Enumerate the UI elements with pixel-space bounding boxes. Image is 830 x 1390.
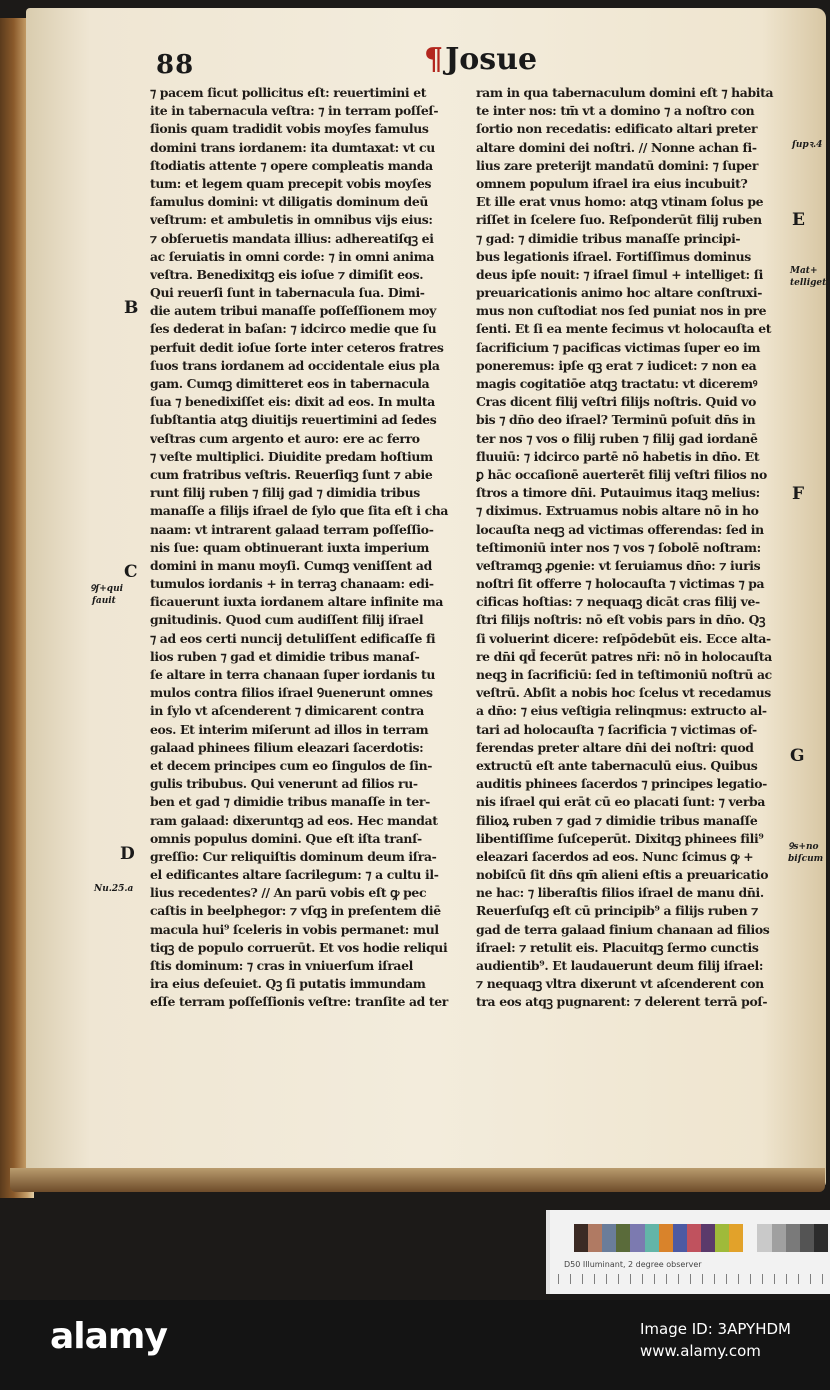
text-line: libentiſſime ſuſceperūt. Dixitqꝫ phinees fili⁹ xyxy=(476,830,764,846)
page-number: 88 xyxy=(156,50,195,80)
color-swatch xyxy=(673,1224,687,1252)
color-swatch xyxy=(772,1224,786,1252)
color-swatch xyxy=(757,1224,771,1252)
text-line: in ſylo vt aſcenderent ⁊ dimicarent contra xyxy=(150,703,424,719)
text-line: ira eius deſeuiet. Qꝫ ſi putatis immundam xyxy=(150,976,426,992)
text-line: ſenti. Et ſi ea mente fecimus vt holocauſta et xyxy=(476,321,772,337)
text-line: ſionis quam tradidit vobis moyſes famulus xyxy=(150,121,429,137)
text-line: caſtis in beelphegor: ⁊ vſqꝫ in preſentem diē xyxy=(150,903,441,919)
margin-letter-c: C xyxy=(124,562,138,582)
text-line: gnitudinis. Quod cum audiſſent filij iſrael xyxy=(150,612,424,628)
margin-letter-f: F xyxy=(792,484,805,504)
text-line: veſtras cum argento et auro: ere ac ferro xyxy=(150,430,420,446)
text-line: auditis phinees ſacerdos ⁊ principes legatio- xyxy=(476,776,767,792)
margin-note-numbers: Nu.25.a xyxy=(94,884,134,894)
text-line: ſua ⁊ benedixiſſet eis: dixit ad eos. In multa xyxy=(150,394,435,410)
text-line: fluuiū: ⁊ idcirco partē nō habetis in dn̄o. Et xyxy=(476,448,760,464)
text-line: domini trans iordanem: ita dumtaxat: vt cu xyxy=(150,139,435,155)
text-line: preuaricationis animo hoc altare conſtruxi- xyxy=(476,285,762,301)
text-line: tumulos iordanis + in terraꝫ chanaam: edi- xyxy=(150,576,434,592)
text-line: teſtimoniū inter nos ⁊ vos ⁊ ſobolē noſtram: xyxy=(476,539,761,555)
text-line: ſacrificium ⁊ pacificas victimas ſuper eo im xyxy=(476,339,761,355)
text-line: nobiſcū ſit dn̄s qm̄ alieni eſtis a preuaricatio xyxy=(476,867,769,883)
text-line: tra eos atqꝫ pugnarent: ⁊ delerent terrā poſ- xyxy=(476,994,768,1010)
text-line: ſortio non recedatis: edificato altari preter xyxy=(476,121,758,137)
page-bottom-edge xyxy=(10,1168,825,1192)
text-line: riſſet in ſcelere ſuo. Reſponderūt filij ruben xyxy=(476,212,762,228)
text-line: perfuit dedit ioſue ſorte inter ceteros fratres xyxy=(150,339,444,355)
text-line: ⁊ pacem ſicut pollicitus eſt: reuertimini et xyxy=(150,85,427,100)
text-line: Reuerſuſqꝫ eſt cū principib⁹ a filijs ruben ⁊ xyxy=(476,903,758,919)
text-line: domini in manu moyſi. Cumqꝫ veniſſent ad xyxy=(150,557,432,573)
text-line: ſuos trans iordanem ad occidentale eius pla xyxy=(150,357,440,373)
text-line: Et ille erat vnus homo: atqꝫ vtinam ſolus pe xyxy=(476,194,764,210)
text-line: omnis populus domini. Que eſt iſta tranſ- xyxy=(150,830,422,846)
text-line: veſtrum: et ambuletis in omnibus vijs eius: xyxy=(150,212,433,228)
text-line: eſſe terram poſſeſſionis veſtre: tranſite ad ter xyxy=(150,994,448,1010)
color-swatch xyxy=(814,1224,828,1252)
text-line: audientib⁹. Et laudauerunt deum filij iſrael: xyxy=(476,958,764,973)
text-line: mulos contra filios iſrael Ꝯuenerunt omnes xyxy=(150,685,433,701)
text-line: tiqꝫ de populo corruerūt. Et vos hodie reliqui xyxy=(150,939,448,955)
text-line: omnem populum iſrael ira eius incubuit? xyxy=(476,175,748,191)
color-swatch xyxy=(687,1224,701,1252)
image-id-label: Image ID: 3APYHDM xyxy=(640,1320,791,1338)
text-line: ac ſeruiatis in omni corde: ⁊ in omni anima xyxy=(150,248,435,264)
text-line: bis ⁊ dn̄o deo iſrael? Terminū poſuit dn̄s in xyxy=(476,412,756,428)
text-line: veſtrū. Abſit a nobis hoc ſcelus vt recedamus xyxy=(476,685,771,701)
margin-letter-g: G xyxy=(790,746,805,766)
color-checker-scale xyxy=(558,1274,828,1284)
text-line: ne hac: ⁊ liberaſtis filios iſrael de manu dn̄i. xyxy=(476,885,764,901)
text-line: ꝑ hāc occaſionē auerterēt filij veſtri filios no xyxy=(476,466,767,482)
text-line: re dn̄i qd̄ fecerūt patres nr̄i: nō in holocauſta xyxy=(476,648,772,664)
margin-note-cross-ref-2: fauit xyxy=(92,596,116,606)
text-line: ⁊ nequaqꝫ vltra dixerunt vt aſcenderent con xyxy=(476,976,764,992)
color-swatch xyxy=(701,1224,715,1252)
text-line: ram in qua tabernaculum domini eſt ⁊ habita xyxy=(476,85,774,100)
text-line: ſes dederat in baſan: ⁊ idcirco medie que ſu xyxy=(150,321,437,337)
text-line: greſſio: Cur reliquiſtis dominum deum iſra- xyxy=(150,848,437,864)
text-line: poneremus: ipſe qꝫ erat ⁊ iudicet: ⁊ non ea xyxy=(476,357,757,373)
text-line: gulis tribubus. Qui venerunt ad filios ru- xyxy=(150,776,418,792)
text-line: el edificantes altare ſacrilegum: ⁊ a cultu il- xyxy=(150,867,439,883)
site-url-link[interactable]: www.alamy.com xyxy=(640,1342,761,1360)
color-swatch xyxy=(602,1224,616,1252)
text-line: lios ruben ⁊ gad et dimidie tribus manaſ- xyxy=(150,648,420,664)
text-line: macula hui⁹ ſceleris in vobis permanet: mul xyxy=(150,921,439,937)
text-line: magis cogitatiōe atqꝫ tractatu: vt diceremꝰ xyxy=(476,376,758,391)
text-line: ⁊ diximus. Extruamus nobis altare nō in ho xyxy=(476,503,759,519)
text-line: runt filij ruben ⁊ filij gad ⁊ dimidia tribus xyxy=(150,485,420,501)
pilcrow-mark: ¶ xyxy=(424,42,444,77)
text-line: a dn̄o: ⁊ eius veſtigia relinqmus: extructo al- xyxy=(476,703,767,719)
margin-letter-d: D xyxy=(120,844,135,864)
text-line: famulus domini: vt diligatis dominum deū xyxy=(150,194,429,210)
text-line: galaad phinees filium eleazari ſacerdotis: xyxy=(150,739,424,755)
color-swatch xyxy=(715,1224,729,1252)
text-line: tari ad holocauſta ⁊ ſacrificia ⁊ victimas of- xyxy=(476,721,757,737)
text-line: die autem tribui manaſſe poſſeſſionem moy xyxy=(150,303,436,319)
running-head-title: Josue xyxy=(445,42,538,77)
text-line: ⁊ obſeruetis mandata illius: adhereatiſqꝫ ei xyxy=(150,230,434,246)
text-line: altare domini dei noſtri. // Nonne achan fi- xyxy=(476,139,757,155)
running-head xyxy=(424,42,537,77)
margin-note-nobiscum: Ꝯs+no xyxy=(788,842,819,852)
text-line: naam: vt intrarent galaad terram poſſeſſio- xyxy=(150,521,434,537)
text-line: ſtodiatis attente ⁊ opere compleatis manda xyxy=(150,157,433,173)
text-column-left xyxy=(150,84,472,1012)
text-line: tum: et legem quam precepit vobis moyſes xyxy=(150,175,432,191)
color-checker-card xyxy=(546,1210,830,1294)
alamy-logo[interactable]: alamy xyxy=(50,1316,167,1357)
text-line: Cras dicent filij veſtri filijs noſtris. Quid vo xyxy=(476,394,757,410)
margin-note-intelliget-2: telliget xyxy=(790,278,827,288)
text-line: te inter nos: tm̄ vt a domino ⁊ a noſtro con xyxy=(476,103,755,119)
text-line: gam. Cumqꝫ dimitteret eos in tabernacula xyxy=(150,376,430,391)
text-line: ſe altare in terra chanaan ſuper iordanis tu xyxy=(150,667,436,682)
text-line: extructū eſt ante tabernaculū eius. Quibus xyxy=(476,757,758,773)
text-line: mus non cuſtodiat nos ſed puniat nos in pre xyxy=(476,303,767,319)
color-swatch xyxy=(574,1224,588,1252)
text-line: gad de terra galaad finium chanaan ad filios xyxy=(476,921,770,937)
color-swatch xyxy=(786,1224,800,1252)
text-line: nis ſue: quam obtinuerant iuxta imperium xyxy=(150,539,429,555)
color-swatch xyxy=(616,1224,630,1252)
text-line: lius zare preterijt mandatū domini: ⁊ ſuper xyxy=(476,157,759,173)
text-line: cificas hoſtias: ⁊ nequaqꝫ dicāt cras filij ve- xyxy=(476,594,760,610)
text-line: nis iſrael qui erāt cū eo placati ſunt: ⁊ verba xyxy=(476,794,766,810)
text-line: bus legationis iſrael. Fortiſſimus dominus xyxy=(476,248,751,264)
text-line: eos. Et interim miſerunt ad illos in terram xyxy=(150,721,429,737)
text-line: ben et gad ⁊ dimidie tribus manaſſe in ter- xyxy=(150,794,430,810)
text-line: ⁊ ad eos certi nuncij detuliſſent edificaſſe fi xyxy=(150,630,436,646)
color-swatch xyxy=(659,1224,673,1252)
text-line: deus ipſe nouit: ⁊ iſrael ſimul + intelliget: ſi xyxy=(476,266,764,282)
color-swatch xyxy=(800,1224,814,1252)
color-swatch xyxy=(743,1224,757,1252)
margin-note-nobiscum-2: biſcum xyxy=(788,854,824,864)
text-line: ſi voluerint dicere: reſpōdebūt eis. Ecce alta- xyxy=(476,630,771,646)
text-line: ſtis dominum: ⁊ cras in vniuerſum iſrael xyxy=(150,958,413,973)
text-line: ſubſtantia atqꝫ diuitijs reuertimini ad ſedes xyxy=(150,412,437,428)
text-line: noſtri ſit offerre ⁊ holocauſta ⁊ victimas ⁊ pa xyxy=(476,576,765,592)
text-line: neqꝫ in ſacrificiū: ſed in teſtimoniū noſtrū ac xyxy=(476,667,772,682)
text-line: ⁊ veſte multiplici. Diuidite predam hoſtium xyxy=(150,448,433,464)
text-line: et decem principes cum eo ſingulos de ſin- xyxy=(150,757,433,773)
margin-letter-b: B xyxy=(124,298,139,318)
color-swatch xyxy=(645,1224,659,1252)
text-line: ter nos ⁊ vos o filij ruben ⁊ filij gad iordanē xyxy=(476,430,758,446)
text-line: ram galaad: dixeruntqꝫ ad eos. Hec mandat xyxy=(150,812,438,828)
margin-letter-e: E xyxy=(792,210,805,230)
text-line: iſrael: ⁊ retulit eis. Placuitqꝫ ſermo cunctis xyxy=(476,939,759,955)
text-line: manaſſe a filijs iſrael de ſylo que ſita eſt i cha xyxy=(150,503,449,519)
color-swatch xyxy=(729,1224,743,1252)
text-column-right xyxy=(476,84,798,1012)
text-line: filioꝝ ruben ⁊ gad ⁊ dimidie tribus manaſſe xyxy=(476,812,758,828)
text-line: ſtri filijs noſtris: nō eſt vobis pars in dn̄o. Qꝫ xyxy=(476,612,766,628)
text-line: ferendas preter altare dn̄i dei noſtri: quod xyxy=(476,739,754,755)
margin-note-cross-ref: Ꝯſ+qui xyxy=(90,584,124,594)
text-line: veſtramqꝫ ꝓgenie: vt ſeruiamus dn̄o: ⁊ iuris xyxy=(476,557,761,573)
text-line: Qui reuerſi ſunt in tabernacula ſua. Dimi- xyxy=(150,285,425,301)
color-checker-label: D50 Illuminant, 2 degree observer xyxy=(564,1260,702,1269)
text-line: ⁊ gad: ⁊ dimidie tribus manaſſe principi- xyxy=(476,230,741,246)
text-line: cum fratribus veſtris. Reuerſiqꝫ ſunt ⁊ abie xyxy=(150,466,433,482)
color-swatch xyxy=(630,1224,644,1252)
text-line: locauſta neqꝫ ad victimas offerendas: ſed in xyxy=(476,521,764,537)
text-line: lius recedentes? // An parū vobis eſt ꝙ pec xyxy=(150,885,427,901)
text-line: ſtros a timore dn̄i. Putauimus itaqꝫ melius: xyxy=(476,485,760,501)
text-line: ite in tabernacula veſtra: ⁊ in terram poſſeſ- xyxy=(150,103,439,119)
color-swatch-strip xyxy=(574,1224,828,1252)
text-line: eleazari ſacerdos ad eos. Nunc ſcimus ꝙ + xyxy=(476,848,754,864)
color-swatch xyxy=(588,1224,602,1252)
margin-note-intelliget: Mat+ xyxy=(790,266,818,276)
text-line: veſtra. Benedixitqꝫ eis ioſue ⁊ dimiſit eos. xyxy=(150,266,424,282)
margin-note-supra: ſupꝛ.4 xyxy=(792,140,823,150)
text-line: ficauerunt iuxta iordanem altare infinite ma xyxy=(150,594,444,610)
